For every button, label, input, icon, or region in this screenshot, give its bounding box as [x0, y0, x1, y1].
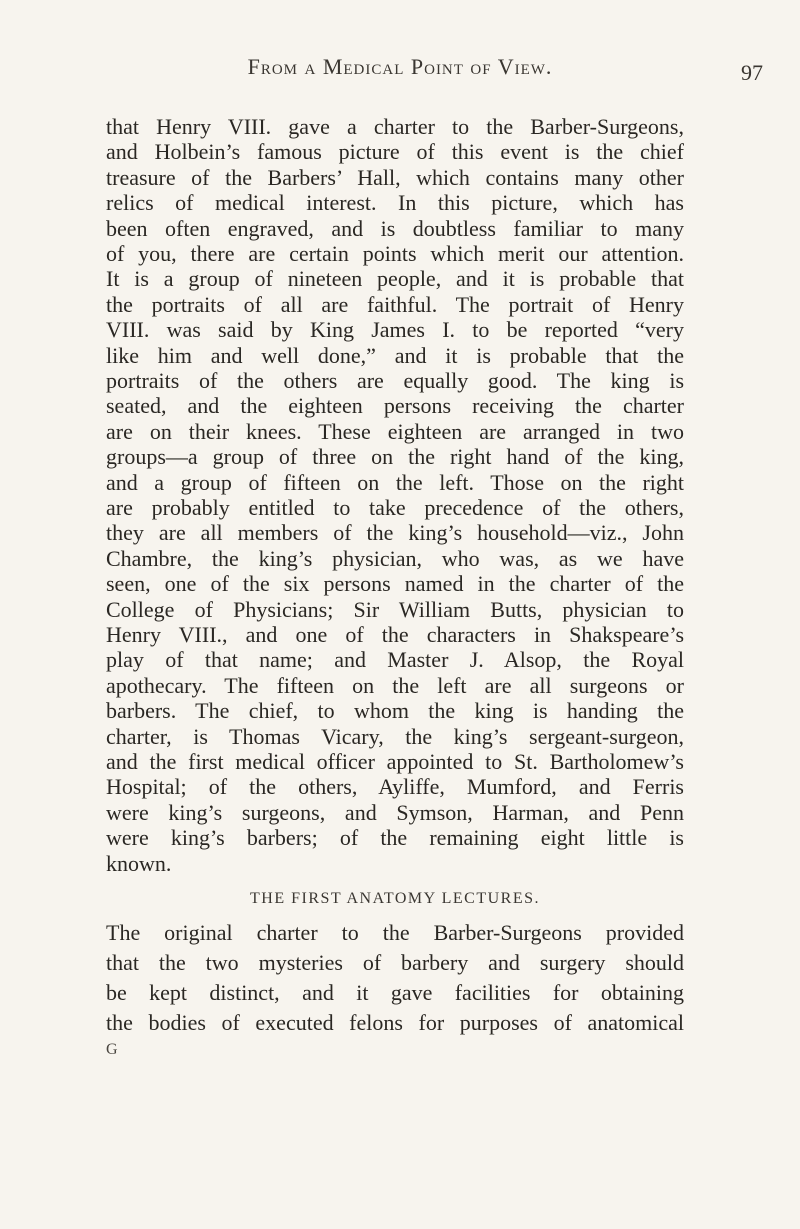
text-line: and the first medical officer appointed to St. Bartholomew’s: [106, 749, 684, 774]
text-line: were king’s surgeons, and Symson, Harman, and Penn: [106, 799, 684, 825]
text-line: be kept distinct, and it gave facilities for obtaining: [106, 980, 684, 1005]
text-line: charter, is Thomas Vicary, the king’s sergeant-surgeon,: [106, 723, 684, 749]
text-line: Hospital; of the others, Ayliffe, Mumford, and Ferris: [106, 774, 684, 800]
text-line: the bodies of executed felons for purposes of anatomical: [106, 1010, 684, 1035]
text-line: and Holbein’s famous picture of this event is the chief: [106, 139, 684, 165]
text-line: are probably entitled to take precedence of the others,: [106, 495, 684, 520]
text-line: College of Physicians; Sir William Butts, physician to: [106, 596, 684, 622]
text-line: The original charter to the Barber-Surgeons provided: [106, 920, 684, 945]
text-line: Henry VIII., and one of the characters in Shakspeare’s: [106, 622, 684, 647]
text-line: that Henry VIII. gave a charter to the Barber-Surgeons,: [106, 114, 684, 139]
page-number: 97: [741, 60, 763, 85]
text-line: It is a group of nineteen people, and it is probable that: [106, 266, 684, 292]
text-line: that the two mysteries of barbery and surgery should: [106, 950, 684, 975]
text-line: Chambre, the king’s physician, who was, as we have: [106, 545, 684, 571]
text-line: portraits of the others are equally good. The king is: [106, 368, 684, 393]
signature-mark: G: [106, 1041, 118, 1058]
text-line: known.: [106, 850, 172, 876]
text-line: been often engraved, and is doubtless familiar to many: [106, 215, 684, 241]
text-line: of you, there are certain points which merit our attention.: [106, 241, 684, 266]
text-line: relics of medical interest. In this picture, which has: [106, 190, 684, 216]
text-line: treasure of the Barbers’ Hall, which contains many other: [106, 164, 684, 190]
text-line: like him and well done,” and it is probable that the: [106, 342, 684, 368]
text-line: seated, and the eighteen persons receiving the charter: [106, 393, 684, 419]
text-line: they are all members of the king’s household—viz., John: [106, 520, 684, 546]
text-line: play of that name; and Master J. Alsop, the Royal: [106, 647, 684, 673]
running-title: From a Medical Point of View.: [247, 54, 553, 79]
text-line: the portraits of all are faithful. The portrait of Henry: [106, 291, 684, 317]
text-line: were king’s barbers; of the remaining eight little is: [106, 825, 684, 851]
text-line: and a group of fifteen on the left. Those on the right: [106, 469, 684, 495]
text-line: are on their knees. These eighteen are arranged in two: [106, 418, 684, 444]
section-heading: THE FIRST ANATOMY LECTURES.: [249, 890, 540, 907]
text-line: barbers. The chief, to whom the king is handing the: [106, 698, 684, 724]
text-line: apothecary. The fifteen on the left are all surgeons or: [106, 672, 684, 698]
text-line: VIII. was said by King James I. to be reported “very: [106, 317, 684, 343]
text-line: seen, one of the six persons named in the charter of the: [106, 571, 684, 597]
text-line: groups—a group of three on the right hand of the king,: [106, 444, 684, 470]
